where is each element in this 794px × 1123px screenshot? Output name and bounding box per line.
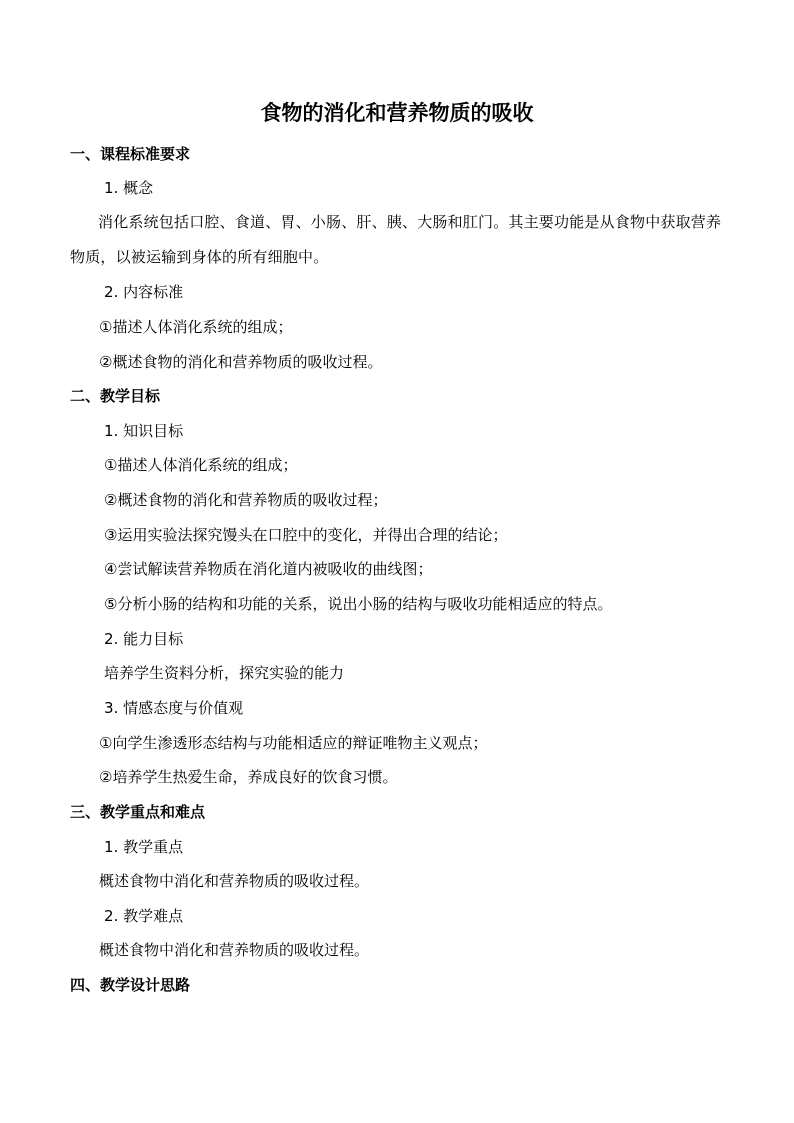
list-item: ②概述食物的消化和营养物质的吸收过程。 (99, 353, 383, 371)
paragraph: 消化系统包括口腔、食道、胃、小肠、肝、胰、大肠和肛门。其主要功能是从食物中获取营养物质，以被运输到身体的所有细胞中。 (70, 213, 722, 266)
subsection-label: 1. 概念 (104, 179, 154, 197)
list-item: ①描述人体消化系统的组成； (104, 456, 298, 474)
paragraph: 培养学生资料分析，探究实验的能力 (104, 664, 345, 682)
subsection-label: 3. 情感态度与价值观 (104, 699, 244, 717)
list-item: ②培养学生热爱生命，养成良好的饮食习惯。 (99, 768, 398, 786)
list-item: ②概述食物的消化和营养物质的吸收过程； (104, 491, 388, 509)
list-item: ③运用实验法探究馒头在口腔中的变化，并得出合理的结论； (104, 526, 508, 544)
section-heading: 三、教学重点和难点 (70, 803, 206, 821)
section-heading: 一、课程标准要求 (70, 145, 191, 163)
list-item: ⑤分析小肠的结构和功能的关系，说出小肠的结构与吸收功能相适应的特点。 (104, 595, 613, 613)
section-heading: 四、教学设计思路 (70, 976, 191, 994)
subsection-label: 1. 知识目标 (104, 422, 184, 440)
list-item: ①向学生渗透形态结构与功能相适应的辩证唯物主义观点； (99, 734, 488, 752)
section-heading: 二、教学目标 (70, 387, 161, 405)
list-item: ④尝试解读营养物质在消化道内被吸收的曲线图； (104, 560, 433, 578)
subsection-label: 1. 教学重点 (104, 838, 184, 856)
subsection-label: 2. 能力目标 (104, 630, 184, 648)
list-item: ①描述人体消化系统的组成； (99, 318, 293, 336)
paragraph: 概述食物中消化和营养物质的吸收过程。 (99, 941, 370, 959)
subsection-label: 2. 教学难点 (104, 907, 184, 925)
subsection-label: 2. 内容标准 (104, 283, 184, 301)
page-title: 食物的消化和营养物质的吸收 (260, 100, 534, 125)
paragraph: 概述食物中消化和营养物质的吸收过程。 (99, 872, 370, 890)
